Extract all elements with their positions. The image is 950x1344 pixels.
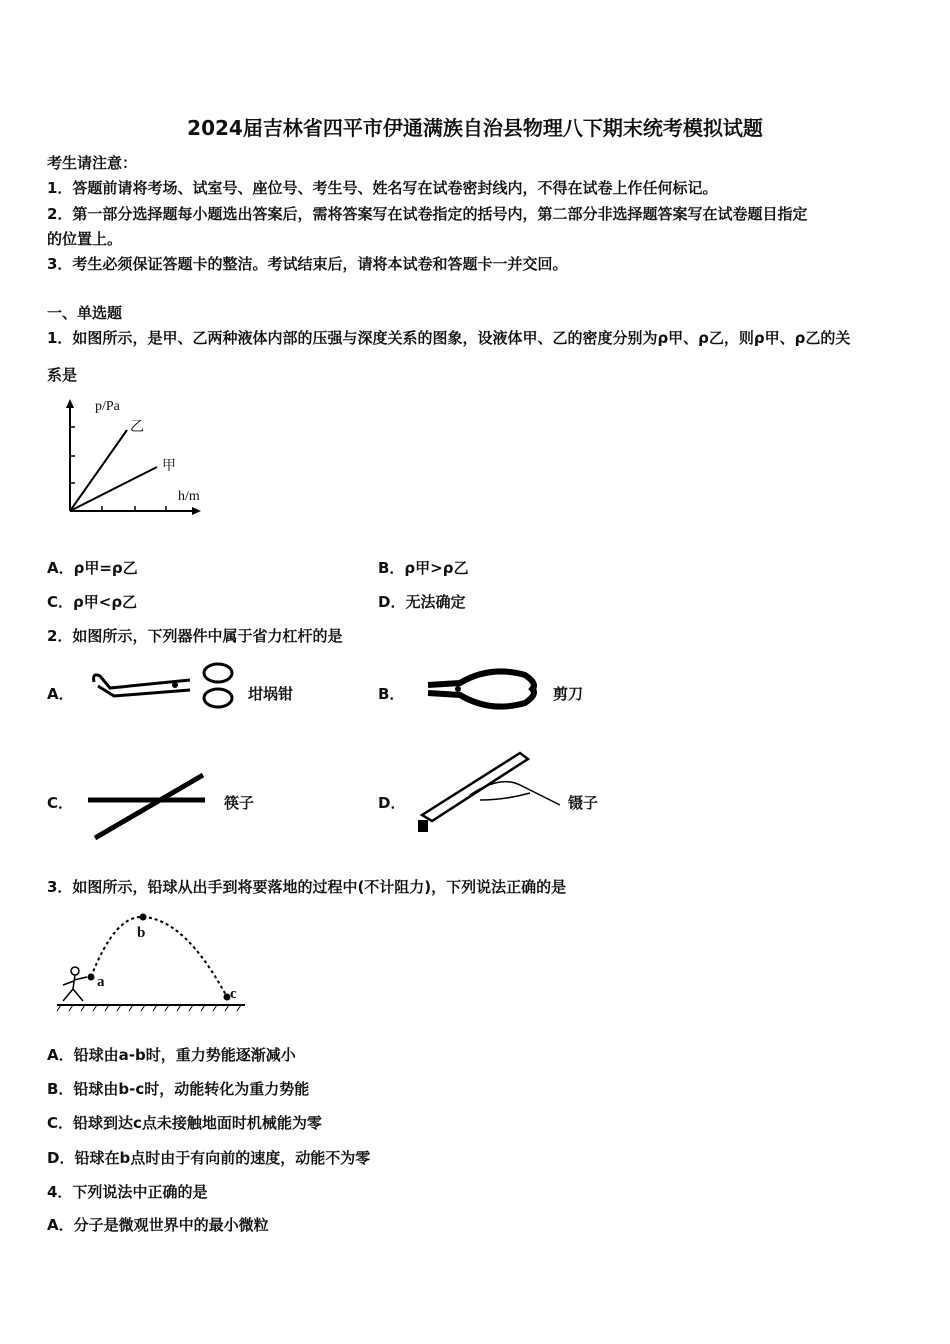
point-label-c: c <box>230 986 237 1002</box>
x-axis-label: h/m <box>178 489 200 504</box>
q4-option-a[interactable]: A．分子是微观世界中的最小微粒 <box>47 1216 269 1234</box>
scissors-image <box>420 665 545 715</box>
q4-text: 4．下列说法中正确的是 <box>47 1183 208 1201</box>
shot-put-trajectory-figure <box>55 905 250 1015</box>
crucible-tongs-image <box>90 660 240 715</box>
q3-option-b[interactable]: B．铅球由b-c时，动能转化为重力势能 <box>47 1080 310 1098</box>
q1-text-cont: 系是 <box>47 366 78 384</box>
q2-option-a-label[interactable]: 坩埚钳 <box>248 685 294 703</box>
line-jia <box>70 467 157 511</box>
q2-option-b-letter[interactable]: B． <box>378 685 405 703</box>
q3-option-c[interactable]: C．铅球到达c点未接触地面时机械能为零 <box>47 1114 322 1132</box>
q2-option-b-label[interactable]: 剪刀 <box>553 685 584 703</box>
line-label-jia: 甲 <box>162 459 176 474</box>
q1-text: 1．如图所示，是甲、乙两种液体内部的压强与深度关系的图象，设液体甲、乙的密度分别为ρ甲、ρ乙，则ρ甲、ρ乙的关 <box>47 329 851 347</box>
q1-option-a[interactable]: A．ρ甲=ρ乙 <box>47 559 138 577</box>
q2-option-a-letter[interactable]: A． <box>47 685 74 703</box>
notice-heading: 考生请注意： <box>47 154 138 172</box>
q2-option-d-label[interactable]: 镊子 <box>568 794 599 812</box>
q3-option-a[interactable]: A．铅球由a-b时，重力势能逐渐减小 <box>47 1046 296 1064</box>
q1-option-c[interactable]: C．ρ甲<ρ乙 <box>47 593 138 611</box>
point-label-a: a <box>97 974 105 990</box>
notice-item: 2．第一部分选择题每小题选出答案后，需将答案写在试卷指定的括号内，第二部分非选择题答案写在试卷题目指定 <box>47 205 808 223</box>
q2-option-c-label[interactable]: 筷子 <box>224 794 255 812</box>
line-yi <box>70 430 127 511</box>
y-axis-label: p/Pa <box>95 399 120 414</box>
point-label-b: b <box>137 925 146 941</box>
page-title: 2024届吉林省四平市伊通满族自治县物理八下期末统考模拟试题 <box>187 116 763 140</box>
q2-option-c-letter[interactable]: C． <box>47 794 74 812</box>
chopsticks-image <box>85 770 210 842</box>
q2-text: 2．如图所示，下列器件中属于省力杠杆的是 <box>47 627 343 645</box>
line-label-yi: 乙 <box>130 420 144 435</box>
notice-item: 3．考生必须保证答题卡的整洁。考试结束后，请将本试卷和答题卡一并交回。 <box>47 255 568 273</box>
q3-text: 3．如图所示，铅球从出手到将要落地的过程中(不计阻力)，下列说法正确的是 <box>47 878 567 896</box>
notice-item: 1．答题前请将考场、试室号、座位号、考生号、姓名写在试卷密封线内，不得在试卷上作任何标记。 <box>47 179 718 197</box>
q3-option-d[interactable]: D．铅球在b点时由于有向前的速度，动能不为零 <box>47 1149 371 1167</box>
tweezers-image <box>410 745 570 840</box>
notice-item: 的位置上。 <box>47 230 123 248</box>
q1-option-d[interactable]: D．无法确定 <box>378 593 466 611</box>
q2-option-d-letter[interactable]: D． <box>378 794 406 812</box>
q1-option-b[interactable]: B．ρ甲>ρ乙 <box>378 559 469 577</box>
section-heading: 一、单选题 <box>47 304 123 322</box>
